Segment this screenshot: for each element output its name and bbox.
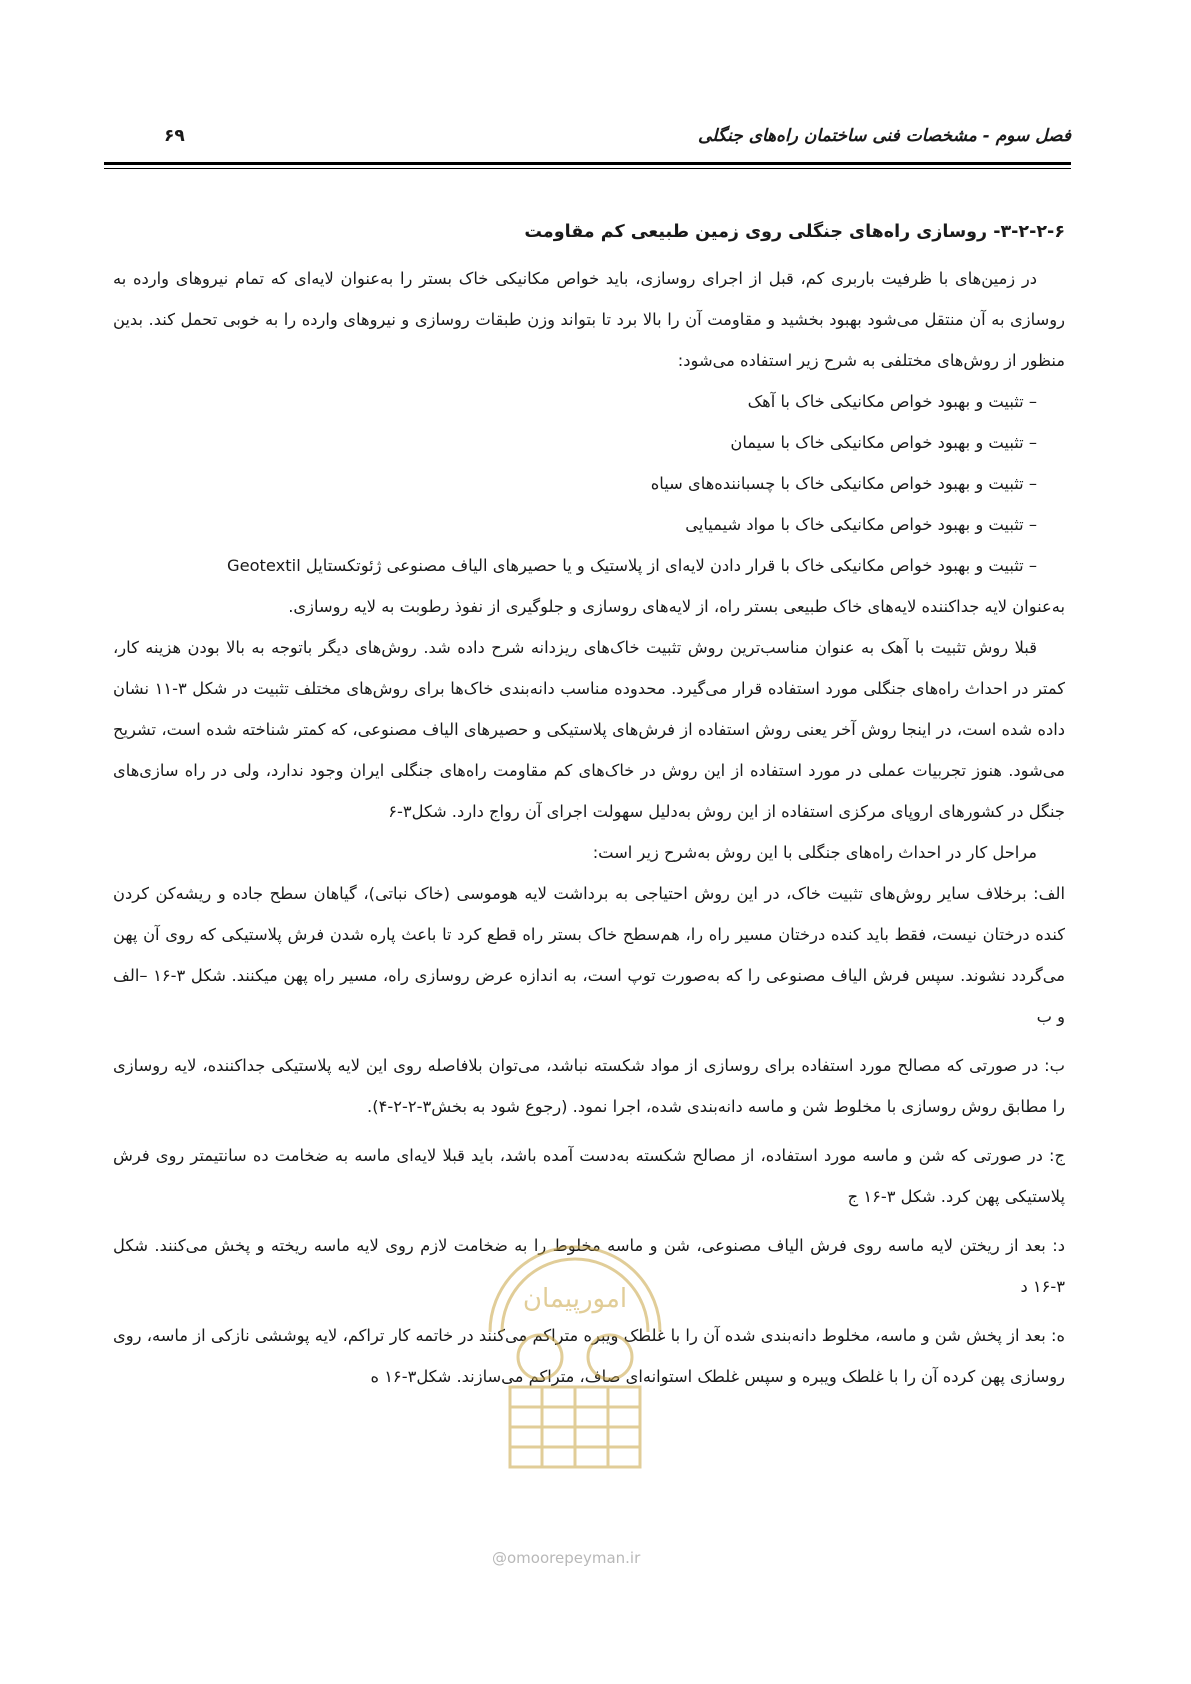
list-item: – تثبیت و بهبود خواص مکانیکی خاک با چسباننده‌های سیاه (650, 474, 1037, 493)
step-e: ه: بعد از پخش شن و ماسه، مخلوط دانه‌بندی شده آن را با غلطک ویبره متراکم می‌کنند در خاتمه کار تراکم، لایه پوششی نازکی از ماسه، روی روسازی پهن کرده آن را با غلطک ویبره و سپس غلطک استوانه‌ای صاف، متراکم می‌سازند. شکل۳-۱۶ ه (113, 1326, 1065, 1386)
chapter-title: فصل سوم - مشخصات فنی ساختمان راه‌های جنگلی (697, 126, 1071, 146)
header-rule-thin (104, 168, 1071, 169)
paragraph-intro: در زمین‌های با ظرفیت باربری کم، قبل از اجرای روسازی، باید خواص مکانیکی خاک بستر را به‌عنوان لایه‌ای که تمام نیروهای وارده به روسازی به آن منتقل می‌شود بهبود بخشید و مقاومت آن را بالا برد تا بتواند وزن طبقات روسازی و نیروهای وارده را به خوبی تحمل کند. بدین منظور از روش‌های مختلفی به شرح زیر استفاده می‌شود: (113, 269, 1065, 370)
paragraph-lime: قبلا روش تثبیت با آهک به عنوان مناسب‌ترین روش تثبیت خاک‌های ریزدانه شرح داده شد. روش‌های دیگر باتوجه به بالا بودن هزینه کار، کمتر در احداث راه‌های جنگلی مورد استفاده قرار می‌گیرد. محدوده مناسب دانه‌بندی خاک‌ها برای روش‌های مختلف تثبیت در شکل ۳-۱۱ نشان داده شده است، در اینجا روش آخر یعنی روش استفاده از فرش‌های پلاستیکی و حصیرهای الیاف مصنوعی، که کمتر شناخته شده است، تشریح می‌شود. هنوز تجربیات عملی در مورد استفاده از این روش در خاک‌های کم مقاومت راه‌های جنگلی ایران وجود ندارد، ولی در راه سازی‌های جنگل در کشورهای اروپای مرکزی استفاده از این روش به‌دلیل سهولت اجرای آن رواج دارد. شکل۳-۶ (113, 638, 1066, 821)
step-c: ج: در صورتی که شن و ماسه مورد استفاده، از مصالح شکسته به‌دست آمده باشد، باید قبلا لایه‌ای ماسه به ضخامت ده سانتیمتر روی فرش پلاستیکی پهن کرد. شکل ۳-۱۶ ج (113, 1146, 1065, 1206)
list-item-continuation: به‌عنوان لایه جداکننده لایه‌های خاک طبیعی بستر راه، از لایه‌های روسازی و جلوگیری از نفوذ رطوبت به لایه روسازی. (288, 597, 1065, 616)
page-number: ۶۹ (164, 126, 185, 146)
list-item: – تثبیت و بهبود خواص مکانیکی خاک با سیمان (730, 433, 1037, 452)
list-item: – تثبیت و بهبود خواص مکانیکی خاک با قرار دادن لایه‌ای از پلاستیک و یا حصیرهای الیاف مصنوعی ژئوتکستایل Geotextil (226, 556, 1037, 575)
page-header (104, 126, 1071, 152)
page-content (113, 212, 1065, 1397)
watermark-logo-text: امورپیمان (522, 1284, 628, 1314)
step-d: د: بعد از ریختن لایه ماسه روی فرش الیاف مصنوعی، شن و ماسه مخلوط را به ضخامت لازم روی لایه ماسه ریخته و پخش می‌کنند. شکل ۳-۱۶ د (113, 1236, 1065, 1296)
section-heading: ۳-۲-۲-۶- روسازی راه‌های جنگلی روی زمین طبیعی کم مقاومت (524, 222, 1065, 242)
header-rule-thick (104, 162, 1071, 165)
list-item: – تثبیت و بهبود خواص مکانیکی خاک با مواد شیمیایی (685, 515, 1037, 534)
watermark-url: @omoorepeyman.ir (492, 1549, 641, 1567)
step-b: ب: در صورتی که مصالح مورد استفاده برای روسازی از مواد شکسته نباشد، می‌توان بلافاصله روی این لایه پلاستیکی جداکننده، لایه روسازی را مطابق روش روسازی با مخلوط شن و ماسه دانه‌بندی شده، اجرا نمود. (رجوع شود به بخش۳-۲-۲-۴). (113, 1056, 1065, 1116)
list-item: – تثبیت و بهبود خواص مکانیکی خاک با آهک (747, 392, 1037, 411)
step-a: الف: برخلاف سایر روش‌های تثبیت خاک، در این روش احتیاجی به برداشت لایه هوموسی (خاک نباتی)، گیاهان سطح جاده و ریشه‌کن کردن کنده درختان نیست، فقط باید کنده درختان مسیر راه را، هم‌سطح خاک بستر راه قطع کرد تا باعث پاره شدن فرش پلاستیکی که روی آن پهن می‌گردد نشوند. سپس فرش الیاف مصنوعی را که به‌صورت توپ است، به اندازه عرض روسازی راه، مسیر راه پهن میکنند. شکل ۳-۱۶ –الف و ب (113, 884, 1065, 1026)
paragraph-steps: مراحل کار در احداث راه‌های جنگلی با این روش به‌شرح زیر است: (592, 843, 1037, 862)
